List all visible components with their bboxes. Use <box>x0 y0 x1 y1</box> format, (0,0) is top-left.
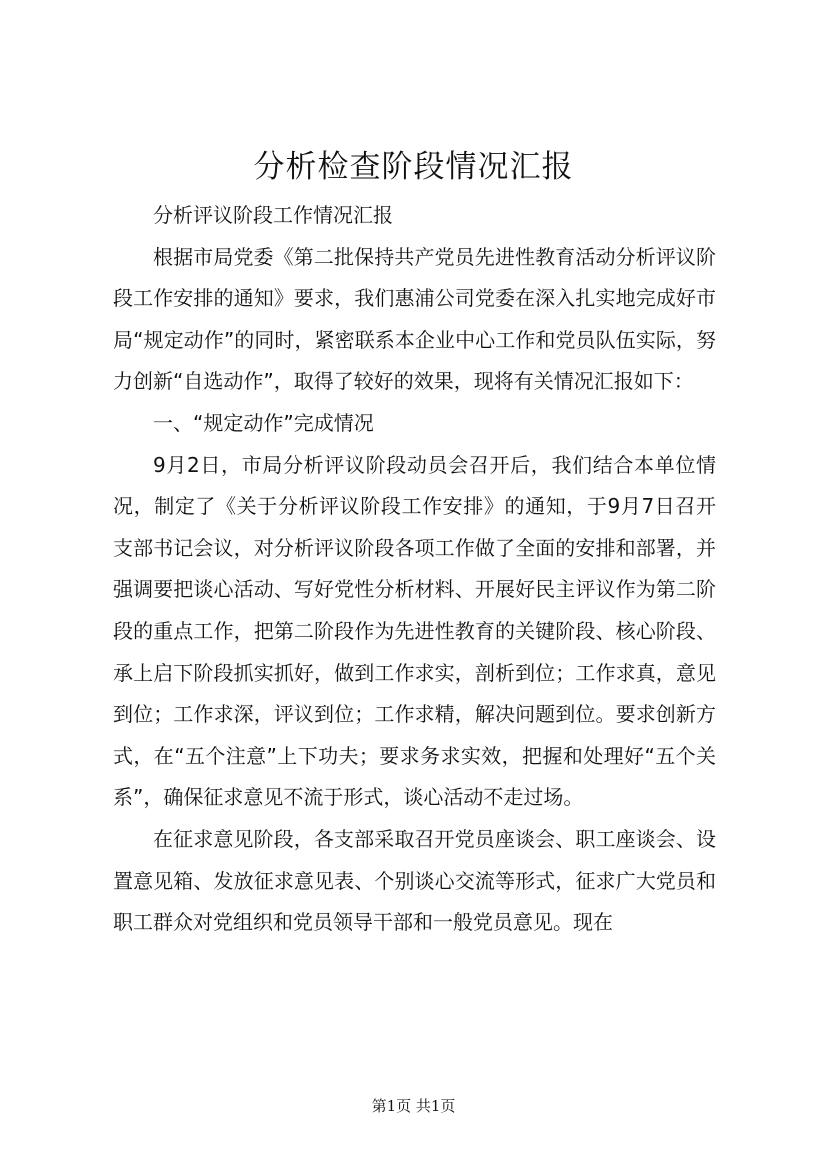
document-body <box>113 195 716 944</box>
paragraph-intro: 根据市局党委《第二批保持共产党员先进性教育活动分析评议阶段工作安排的通知》要求，我们惠浦公司党委在深入扎实地完成好市局“规定动作”的同时，紧密联系本企业中心工作和党员队伍实际，努力创新“自选动作”，取得了较好的效果，现将有关情况汇报如下： <box>113 244 716 394</box>
paragraph-section-1: 9月2日，市局分析评议阶段动员会召开后，我们结合本单位情况，制定了《关于分析评议阶段工作安排》的通知，于9月7日召开支部书记会议，对分析评议阶段各项工作做了全面的安排和部署，并强调要把谈心活动、写好党性分析材料、开展好民主评议作为第二阶段的重点工作，把第二阶段作为先进性教育的关键阶段、核心阶段、承上启下阶段抓实抓好，做到工作求实，剖析到位；工作求真，意见到位；工作求深，评议到位；工作求精，解决问题到位。要求创新方式，在“五个注意”上下功夫；要求务求实效，把握和处理好“五个关系”，确保征求意见不流于形式，谈心活动不走过场。 <box>113 452 716 810</box>
document-title: 分析检查阶段情况汇报 <box>253 149 574 185</box>
paragraph-feedback: 在征求意见阶段，各支部采取召开党员座谈会、职工座谈会、设置意见箱、发放征求意见表、个别谈心交流等形式，征求广大党员和职工群众对党组织和党员领导干部和一般党员意见。现在 <box>113 826 716 935</box>
section-heading-1: 一、“规定动作”完成情况 <box>153 410 374 435</box>
paragraph-subtitle: 分析评议阶段工作情况汇报 <box>153 203 393 227</box>
page-footer: 第1页 共1页 <box>371 1097 456 1115</box>
